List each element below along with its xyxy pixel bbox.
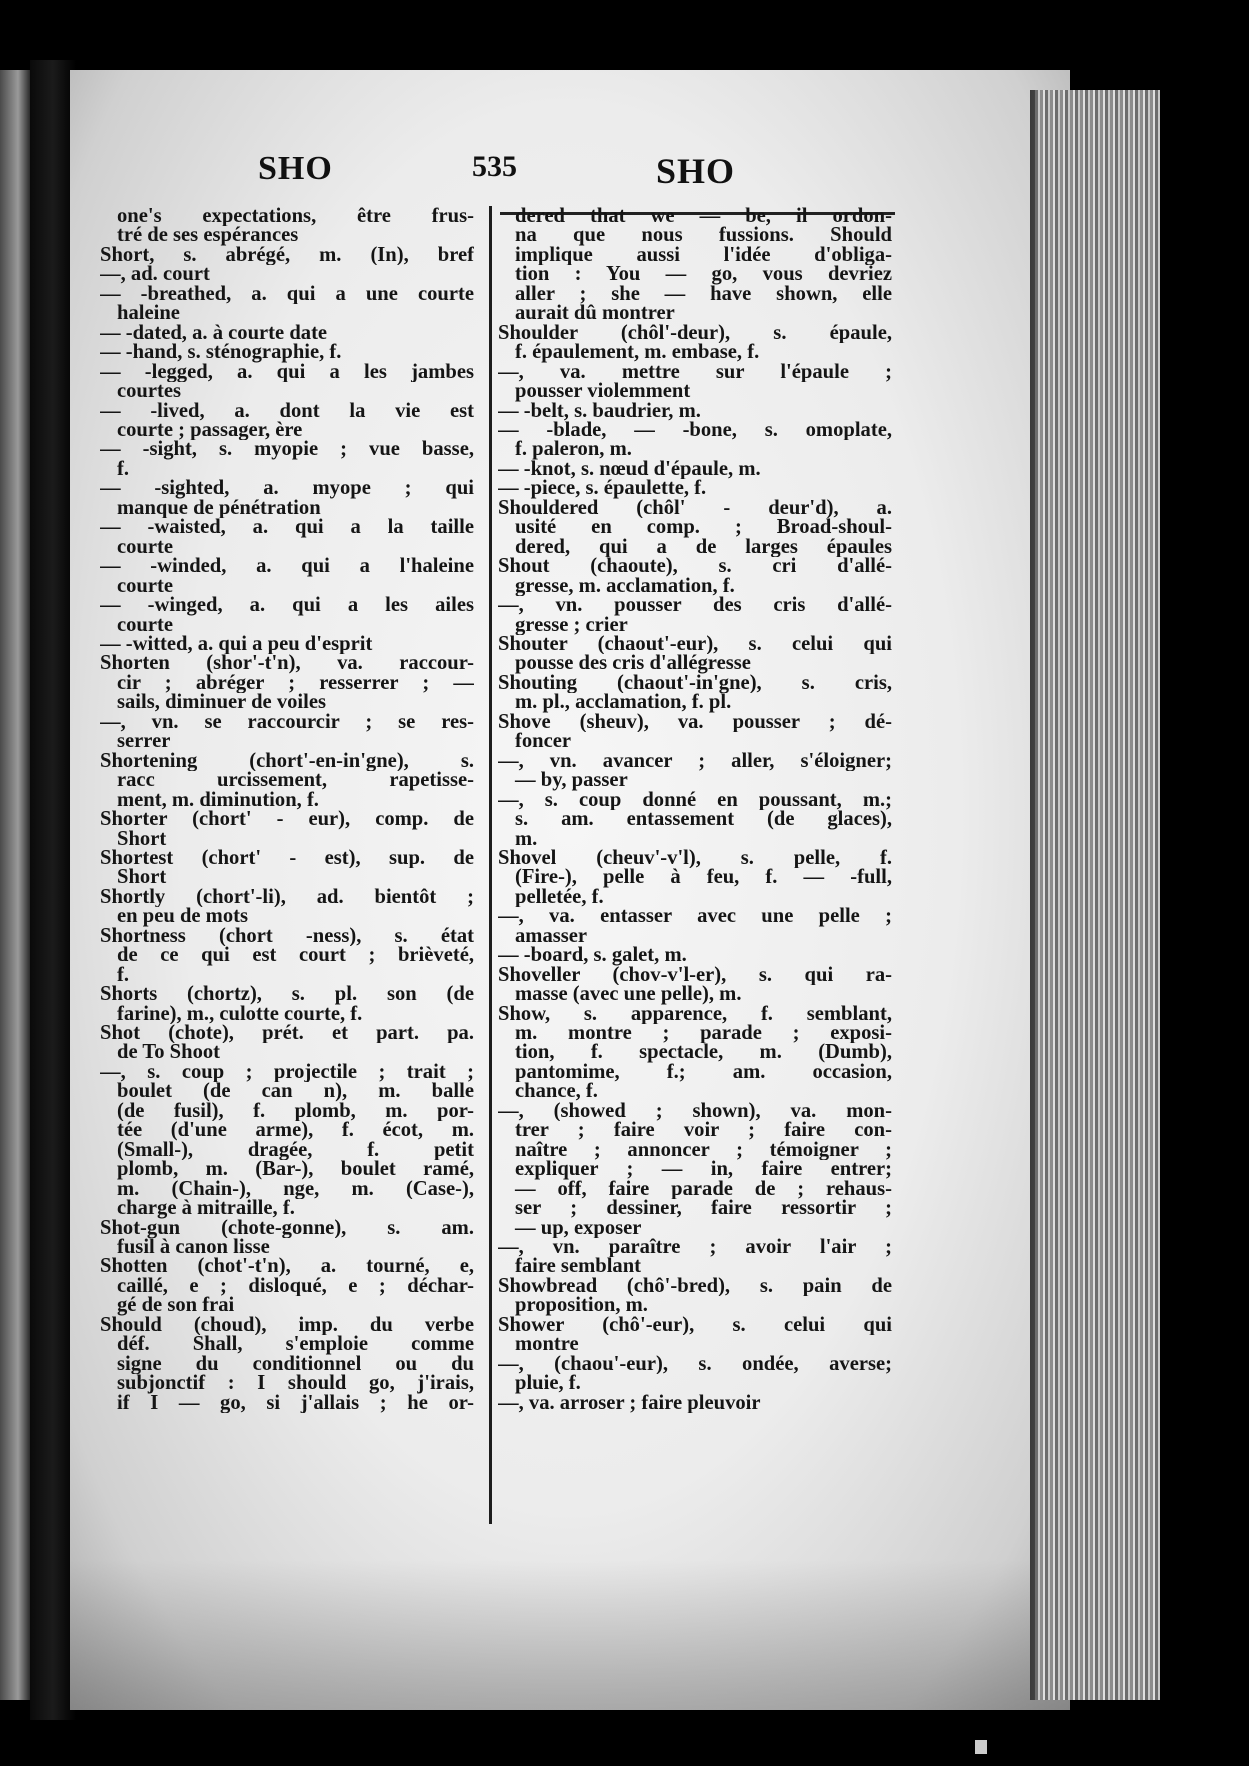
entry-line: —, vn. se raccourcir ; se res-: [100, 712, 474, 733]
entry-line: tée (d'une arme), f. écot, m.: [117, 1121, 474, 1141]
entry-line: tion, f. spectacle, m. (Dumb),: [515, 1043, 892, 1063]
entry-line: Shoveller (chov-v'l-er), s. qui ra-: [498, 965, 892, 986]
entry-line: ment, m. diminution, f.: [117, 790, 319, 811]
entry-line: Shower (chô'-eur), s. celui qui: [498, 1315, 892, 1336]
entry-line: gé de son frai: [117, 1296, 235, 1316]
entry-line: pousse des cris d'allégresse: [515, 654, 751, 674]
entry-line: — -legged, a. qui a les jambes: [100, 362, 474, 383]
entry-line: —, va. mettre sur l'épaule ;: [498, 362, 892, 383]
entry-line: m. pl., acclamation, f. pl.: [515, 693, 732, 713]
entry-line: —, va. arroser ; faire pleuvoir: [498, 1393, 761, 1414]
entry-line: courte ; passager, ère: [117, 420, 303, 441]
entry-line: courtes: [117, 382, 182, 402]
entry-line: — -hand, s. sténographie, f.: [100, 343, 342, 363]
entry-line: déf. Shall, s'emploie comme: [117, 1335, 474, 1355]
entry-line: proposition, m.: [515, 1296, 648, 1316]
entry-line: — -breathed, a. qui a une courte: [100, 284, 474, 305]
entry-line: Shorten (shor'-t'n), va. raccour-: [100, 654, 474, 674]
entry-line: (Fire-), pelle à feu, f. — -full,: [515, 868, 892, 888]
entry-line: implique aussi l'idée d'obliga-: [515, 245, 892, 266]
entry-line: f.: [117, 459, 130, 480]
entry-line: —, va. entasser avec une pelle ;: [498, 907, 892, 927]
entry-line: Shove (sheuv), va. pousser ; dé-: [498, 712, 892, 733]
entry-line: — -blade, — -bone, s. omoplate,: [498, 420, 892, 441]
entry-line: expliquer ; — in, faire entrer;: [515, 1160, 892, 1180]
entry-line: en peu de mots: [117, 907, 249, 927]
entry-line: Shoulder (chôl'-deur), s. épaule,: [498, 323, 892, 344]
entry-line: Shortening (chort'-en-in'gne), s.: [100, 751, 474, 772]
entry-line: — up, exposer: [515, 1218, 642, 1239]
entry-line: — -belt, s. baudrier, m.: [498, 401, 701, 421]
previous-page-edge: [0, 70, 30, 1700]
entry-line: Shout (chaoute), s. cri d'allé-: [498, 557, 892, 577]
entry-line: naître ; annoncer ; témoigner ;: [515, 1140, 892, 1161]
entry-line: —, vn. paraître ; avoir l'air ;: [498, 1238, 892, 1258]
entry-line: f. épaulement, m. embase, f.: [515, 343, 760, 363]
entry-line: f. paleron, m.: [515, 440, 632, 460]
scan-speck: [975, 1740, 987, 1754]
entry-line: tion : You — go, vous devriez: [515, 265, 892, 285]
entry-line: aller ; she — have shown, elle: [515, 284, 892, 305]
entry-line: subjonctif : I should go, j'irais,: [117, 1374, 474, 1394]
entry-line: de ce qui est court ; brièveté,: [117, 946, 474, 966]
entry-line: Shotten (chot'-t'n), a. tourné, e,: [100, 1257, 474, 1277]
entry-line: dered that we — be, il ordon-: [515, 207, 892, 227]
entry-line: — -board, s. galet, m.: [498, 946, 687, 966]
entry-line: Shot (chote), prét. et part. pa.: [100, 1024, 474, 1044]
entry-line: —, (showed ; shown), va. mon-: [498, 1101, 892, 1122]
entry-line: masse (avec une pelle), m.: [515, 985, 742, 1005]
entry-line: — by, passer: [515, 771, 628, 791]
entry-line: — -knot, s. nœud d'épaule, m.: [498, 459, 761, 480]
entry-line: m. (Chain-), nge, m. (Case-),: [117, 1179, 474, 1200]
entry-line: haleine: [117, 304, 180, 324]
entry-line: racc urcissement, rapetisse-: [117, 771, 474, 791]
entry-line: dered, qui a de larges épaules: [515, 537, 892, 558]
entry-line: — -winged, a. qui a les ailes: [100, 596, 474, 616]
entry-line: pantomime, f.; am. occasion,: [515, 1062, 892, 1083]
entry-line: —, s. coup ; projectile ; trait ;: [100, 1062, 474, 1083]
entry-line: Shovel (cheuv'-v'l), s. pelle, f.: [498, 848, 892, 869]
entry-line: — off, faire parade de ; rehaus-: [515, 1179, 892, 1200]
entry-line: amasser: [515, 926, 588, 947]
entry-line: m.: [515, 829, 538, 849]
entry-line: —, ad. court: [100, 265, 210, 285]
entry-line: usité en comp. ; Broad-shoul-: [515, 518, 892, 538]
entry-line: Short, s. abrégé, m. (In), bref: [100, 245, 474, 266]
entry-line: manque de pénétration: [117, 498, 321, 519]
entry-line: Shorts (chortz), s. pl. son (de: [100, 985, 474, 1005]
entry-line: s. am. entassement (de glaces),: [515, 810, 892, 830]
entry-line: caillé, e ; disloqué, e ; déchar-: [117, 1276, 474, 1297]
entry-line: fusil à canon lisse: [117, 1238, 270, 1258]
entry-line: trer ; faire voir ; faire con-: [515, 1121, 892, 1141]
entry-line: chance, f.: [515, 1082, 598, 1102]
right-column: [498, 207, 892, 1413]
entry-line: cir ; abréger ; resserrer ; —: [117, 673, 474, 694]
entry-line: —, (chaou'-eur), s. ondée, averse;: [498, 1354, 892, 1375]
page-bottom-shadow: [70, 1560, 1070, 1710]
entry-line: Shortly (chort'-li), ad. bientôt ;: [100, 887, 474, 908]
entry-line: signe du conditionnel ou du: [117, 1354, 474, 1375]
entry-line: boulet (de can n), m. balle: [117, 1082, 474, 1102]
entry-line: Shouter (chaout'-eur), s. celui qui: [498, 634, 892, 655]
entry-line: courte: [117, 615, 174, 635]
entry-line: gresse ; crier: [515, 615, 628, 635]
entry-line: foncer: [515, 732, 572, 752]
entry-line: m. montre ; parade ; exposi-: [515, 1024, 892, 1044]
entry-line: — -witted, a. qui a peu d'esprit: [100, 634, 373, 655]
entry-line: — -sighted, a. myope ; qui: [100, 479, 474, 499]
entry-line: montre: [515, 1335, 579, 1355]
entry-line: sails, diminuer de voiles: [117, 693, 327, 713]
column-divider: [489, 206, 492, 1524]
entry-line: Showbread (chô'-bred), s. pain de: [498, 1276, 892, 1297]
entry-line: farine), m., culotte courte, f.: [117, 1004, 363, 1025]
entry-line: courte: [117, 576, 174, 597]
entry-line: Should (choud), imp. du verbe: [100, 1315, 474, 1336]
entry-line: pluie, f.: [515, 1374, 581, 1394]
entry-line: Shouting (chaout'-in'gne), s. cris,: [498, 673, 892, 694]
entry-line: Shot-gun (chote-gonne), s. am.: [100, 1218, 474, 1239]
entry-line: pelletée, f.: [515, 887, 604, 908]
entry-line: —, s. coup donné en poussant, m.;: [498, 790, 892, 811]
entry-line: de To Shoot: [117, 1043, 221, 1063]
entry-line: charge à mitraille, f.: [117, 1199, 295, 1219]
entry-line: — -dated, a. à courte date: [100, 323, 328, 344]
entry-line: aurait dû montrer: [515, 304, 675, 324]
entry-line: Show, s. apparence, f. semblant,: [498, 1004, 892, 1025]
entry-line: Short: [117, 829, 167, 849]
entry-line: pousser violemment: [515, 382, 691, 402]
entry-line: Shorter (chort' - eur), comp. de: [100, 810, 474, 830]
entry-line: if I — go, si j'allais ; he or-: [117, 1393, 474, 1414]
entry-line: — -winded, a. qui a l'haleine: [100, 557, 474, 577]
entry-line: gresse, m. acclamation, f.: [515, 576, 735, 597]
entry-line: plomb, m. (Bar-), boulet ramé,: [117, 1160, 474, 1180]
entry-line: ser ; dessiner, faire ressortir ;: [515, 1199, 892, 1219]
entry-line: (de fusil), f. plomb, m. por-: [117, 1101, 474, 1122]
entry-line: tré de ses espérances: [117, 226, 299, 246]
left-column: [100, 207, 474, 1413]
entry-line: Shortest (chort' - est), sup. de: [100, 848, 474, 869]
entry-line: Shouldered (chôl' - deur'd), a.: [498, 498, 892, 519]
running-head-left: SHO: [258, 150, 333, 187]
entry-line: na que nous fussions. Should: [515, 226, 892, 246]
entry-line: one's expectations, être frus-: [117, 207, 474, 227]
page-number: 535: [472, 150, 517, 183]
entry-line: — -lived, a. dont la vie est: [100, 401, 474, 421]
entry-line: (Small-), dragée, f. petit: [117, 1140, 474, 1161]
running-head-right: SHO: [656, 151, 736, 191]
entry-line: serrer: [117, 732, 171, 752]
entry-line: courte: [117, 537, 174, 558]
entry-line: faire semblant: [515, 1257, 642, 1277]
entry-line: f.: [117, 965, 130, 986]
entry-line: —, vn. avancer ; aller, s'éloigner;: [498, 751, 892, 772]
entry-line: Shortness (chort -ness), s. état: [100, 926, 474, 947]
entry-line: — -sight, s. myopie ; vue basse,: [100, 440, 474, 460]
page-edge-stack: [1035, 90, 1160, 1700]
entry-line: Short: [117, 868, 167, 888]
entry-line: —, vn. pousser des cris d'allé-: [498, 596, 892, 616]
entry-line: — -piece, s. épaulette, f.: [498, 479, 707, 499]
entry-line: — -waisted, a. qui a la taille: [100, 518, 474, 538]
